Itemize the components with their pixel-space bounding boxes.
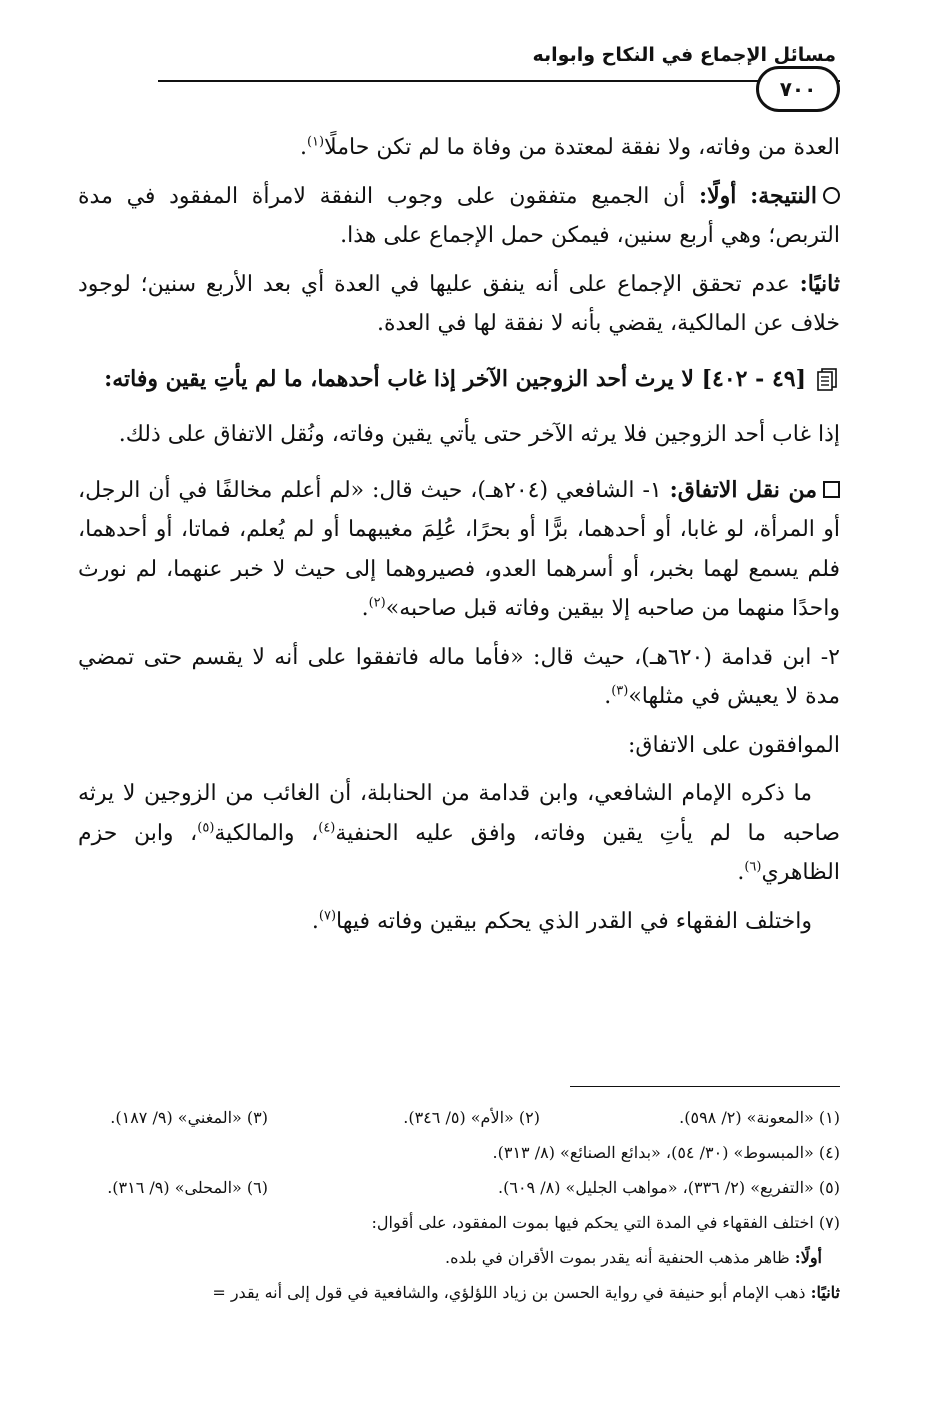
footnote-7-first-label: أولًا: xyxy=(794,1248,822,1267)
issue-heading: [٤٩ - ٤٠٢] لا يرث أحد الزوجين الآخر إذا غاب أحدهما، ما لم يأتِ يقين وفاته: xyxy=(78,360,840,400)
footnote-row xyxy=(78,1205,840,1240)
footnote-ref[interactable]: (٢) xyxy=(368,595,386,611)
paragraph-result: النتيجة: أولًا: أن الجميع متفقون على وجوب النفقة لامرأة المفقود في مدة التربص؛ وهي أربع سنين، فيمكن حمل الإجماع على هذا. xyxy=(78,182,840,248)
footnote-ref[interactable]: (٧) xyxy=(318,908,337,924)
paragraph-issue-text: إذا غاب أحد الزوجين فلا يرثه الآخر حتى يأتي يقين وفاته، ونُقل الاتفاق على ذلك. xyxy=(118,422,840,447)
footnote-ref[interactable]: (٤) xyxy=(318,820,336,836)
second-point-label: ثانيًا: xyxy=(799,270,840,297)
footnote-row xyxy=(78,1100,840,1135)
transmitters-label: من نقل الاتفاق: xyxy=(669,476,818,503)
main-text xyxy=(78,128,840,941)
paragraph-disagreement: واختلف الفقهاء في القدر الذي يحكم بيقين وفاته فيها$^{(٧)}$. xyxy=(311,908,812,934)
footnote-row xyxy=(78,1170,840,1205)
footnote-row: ثانيًا: ذهب الإمام أبو حنيفة في رواية الحسن بن زياد اللؤلؤي، والشافعية في قول إلى أنه يقدر = xyxy=(212,1283,840,1302)
paragraph-agreeing: ما ذكره الإمام الشافعي، وابن قدامة من الحنابلة، أن الغائب من الزوجين لا يرثه صاحبه ما لم يأتِ يقين وفاته، وافق عليه الحنفية$^{(٤)}$، والمالكية$^{(٥)}$، وابن حزم الظاهري$^{(٦)}$. xyxy=(78,781,840,885)
footnote-6: (٦) «المحلى» (٩/ ٣١٦). xyxy=(107,1178,268,1197)
footnote-7: (٧) اختلف الفقهاء في المدة التي يحكم فيها بموت المفقود، على أقوال: xyxy=(371,1213,840,1232)
agreeing-heading: الموافقون على الاتفاق: xyxy=(627,732,840,758)
page-number: ٧٠٠ xyxy=(756,66,840,112)
footnote-ref[interactable]: (٣) xyxy=(611,683,629,699)
header-rule xyxy=(158,80,840,82)
paragraph-1: العدة من وفاته، ولا نفقة لمعتدة من وفاة ما لم تكن حاملًا$^{(١)}$. xyxy=(299,134,840,160)
footnotes xyxy=(78,1100,840,1310)
footnote-1: (١) «المعونة» (٢/ ٥٩٨). xyxy=(679,1108,840,1127)
footnote-7-second-label: ثانيًا: xyxy=(810,1283,840,1302)
footnote-4: (٤) «المبسوط» (٣٠/ ٥٤)، «بدائع الصنائع» (٨/ ٣١٣). xyxy=(492,1143,840,1162)
circle-bullet-icon xyxy=(823,187,840,204)
first-point-label: أولًا: xyxy=(699,182,737,209)
square-bullet-icon xyxy=(823,481,840,498)
footnote-ref[interactable]: (٦) xyxy=(744,859,762,875)
document-icon xyxy=(814,367,840,391)
paragraph-transmitters: من نقل الاتفاق: ١- الشافعي (٢٠٤هـ)، حيث قال: «لم أعلم مخالفًا في أن الرجل، أو المرأة، لو غابا، أو أحدهما، برًّا أو بحرًا، عُلِمَ مغيبهما أو لم يُعلم، فماتا، أو أحدهما، فلم يسمع لهما بخبر، أو أسرهما العدو، فصيروهما إلى حيث لا خبر عنهما، لم نورث واحدًا منهما من صاحبه إلا بيقين وفاته قبل صاحبه»$^{(٢)}$. xyxy=(78,476,840,621)
result-label: النتيجة: xyxy=(750,182,817,209)
footnote-2: (٢) «الأم» (٥/ ٣٤٦). xyxy=(403,1108,540,1127)
footnote-ref[interactable]: (١) xyxy=(306,134,325,150)
footnote-ref[interactable]: (٥) xyxy=(197,820,215,836)
footnote-3: (٣) «المغني» (٩/ ١٨٧). xyxy=(110,1108,268,1127)
paragraph-ibn-qudama: ٢- ابن قدامة (٦٢٠هـ)، حيث قال: «فأما ماله فاتفقوا على أنه لا يقسم حتى تمضي مدة لا يعيش في مثلها»$^{(٣)}$. xyxy=(78,644,840,709)
paragraph-second-point: ثانيًا: عدم تحقق الإجماع على أنه ينفق عليها في العدة أي بعد الأربع سنين؛ لوجود خلاف عن المالكية، يقضي بأنه لا نفقة لها في العدة. xyxy=(78,270,840,336)
running-title: مسائل الإجماع في النكاح وابوابه xyxy=(532,44,836,66)
footnote-row xyxy=(78,1135,840,1170)
footnote-row: أولًا: ظاهر مذهب الحنفية أنه يقدر بموت الأقران في بلده. xyxy=(445,1248,822,1267)
footnote-5: (٥) «التفريع» (٢/ ٣٣٦)، «مواهب الجليل» (٨/ ٦٠٩). xyxy=(498,1178,840,1197)
footnote-separator xyxy=(570,1086,840,1087)
